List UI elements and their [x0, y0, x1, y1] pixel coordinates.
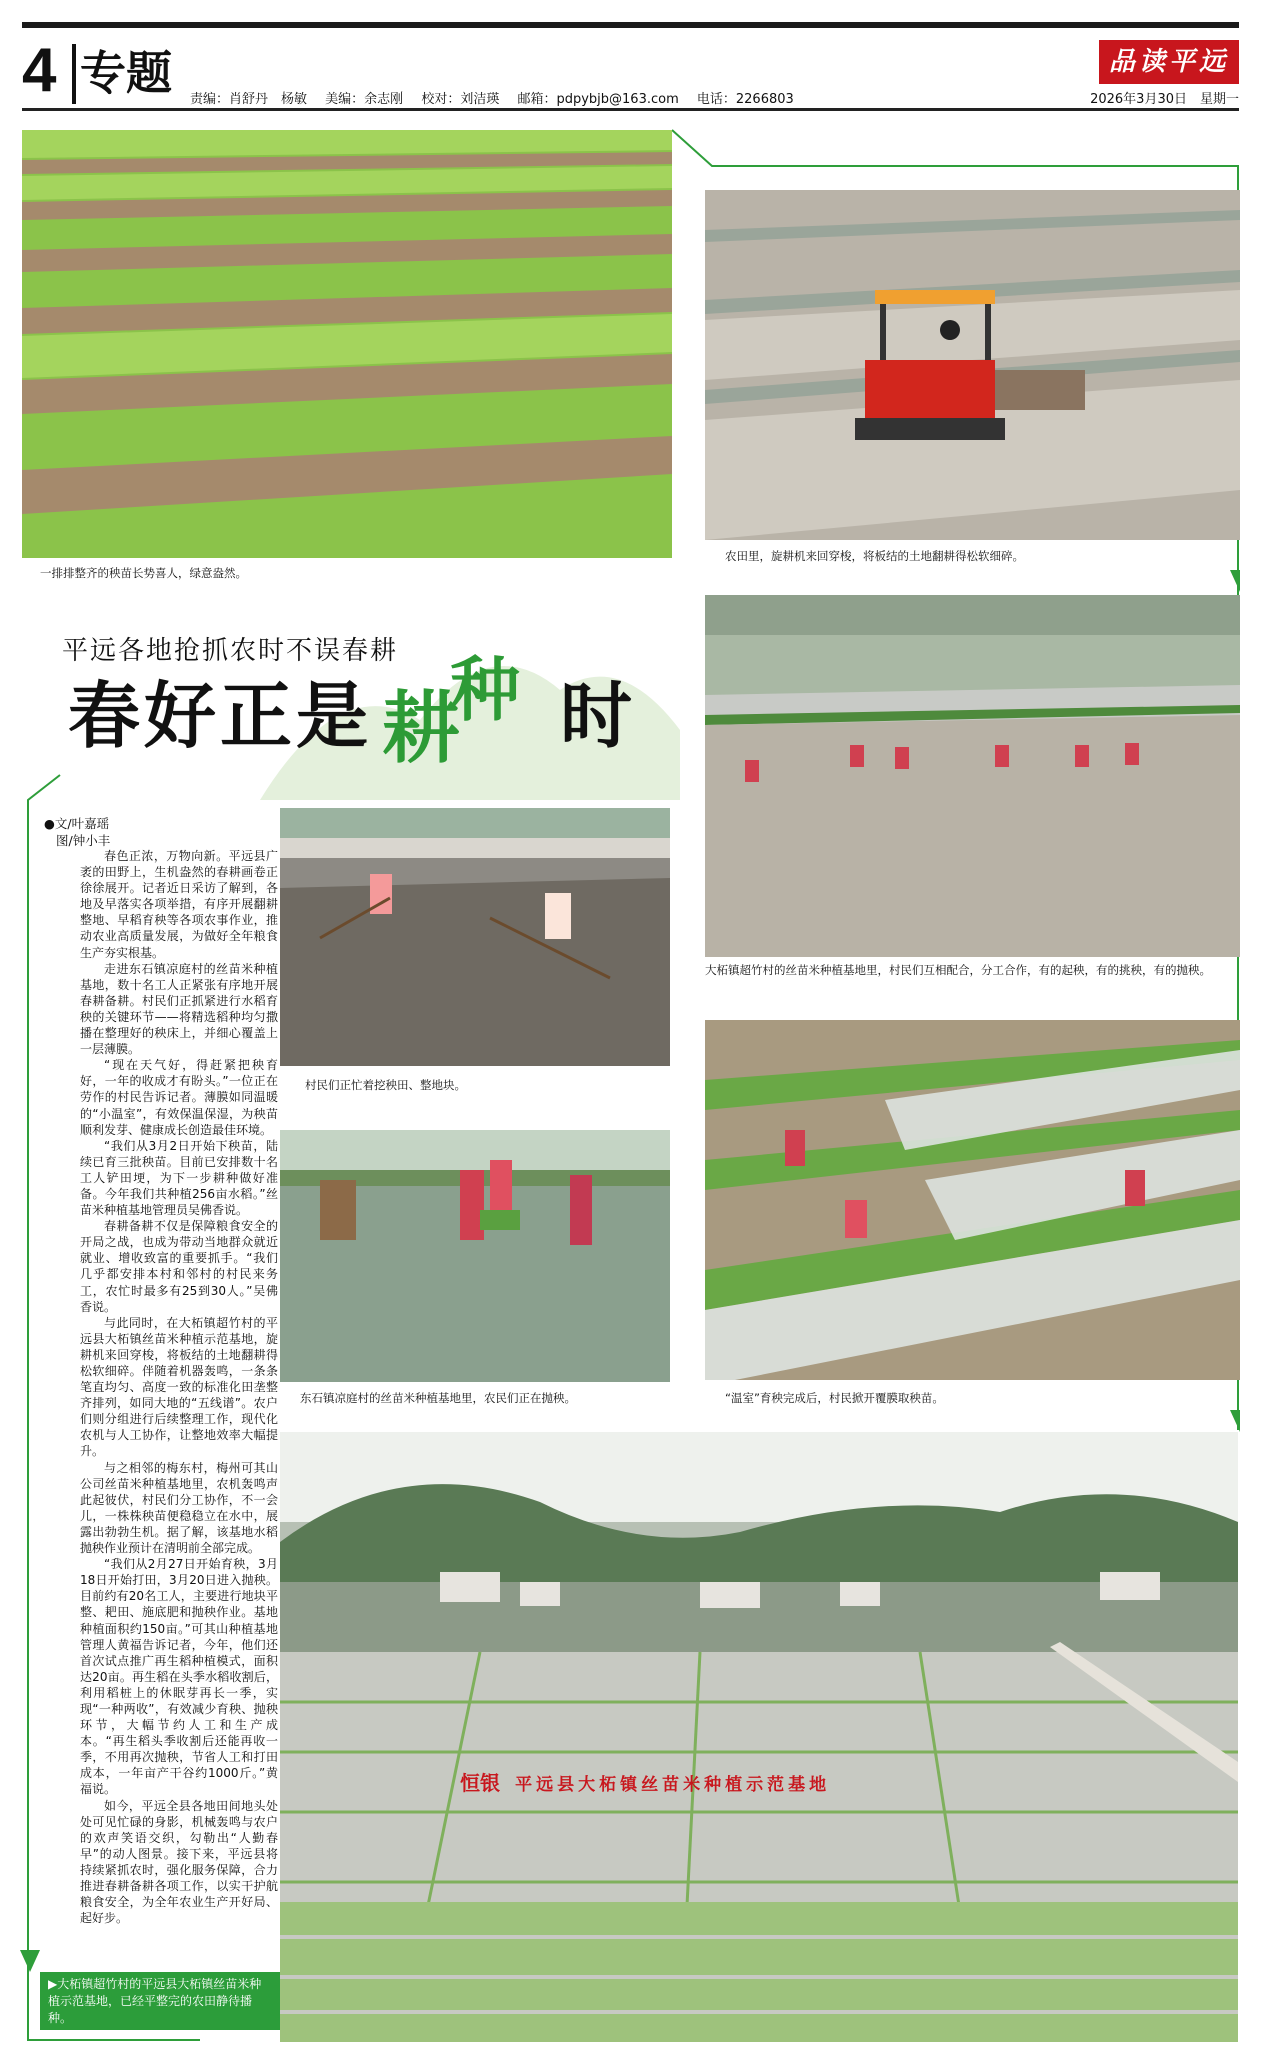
headline-geng: 耕	[382, 683, 461, 774]
body-paragraph: 如今，平远全县各地田间地头处处可见忙碌的身影，机械轰鸣与农户的欢声笑语交织，勾勒出“人勤春早”的动人图景。接下来，平远县将持续紧抓农时，强化服务保障，合力推进春耕备耕各项工作，以实干护航粮食安全，为全年农业生产开好局、起好步。	[80, 1798, 278, 1926]
body-paragraph: 与此同时，在大柘镇超竹村的平远县大柘镇丝苗米种植示范基地，旋耕机来回穿梭，将板结的土地翻耕得松软细碎。伴随着机器轰鸣，一条条笔直均匀、高度一致的标准化田垄整齐排列，如同大地的“五线谱”。农户们则分组进行后续整理工作，现代化农机与人工协作，让整地效率大幅提升。	[80, 1315, 278, 1459]
headline-part1: 春好正是	[68, 673, 373, 758]
caption-mid-right-1: 大柘镇超竹村的丝苗米种植基地里，村民们互相配合，分工合作，有的起秧，有的挑秧，有的抛秧。	[705, 963, 1211, 977]
article-body	[80, 848, 278, 1926]
caption-bottom: ▶大柘镇超竹村的平远县大柘镇丝苗米种植示范基地，已经平整完的农田静待播种。	[40, 1972, 280, 2030]
body-paragraph: 走进东石镇凉庭村的丝苗米种植基地，数十名工人正紧张有序地开展春耕备耕。村民们正抓紧进行水稻育秧的关键环节——将精选稻种均匀撒播在整理好的秧床上，并细心覆盖上一层薄膜。	[80, 961, 278, 1057]
editor: 责编：肖舒丹 杨敏	[190, 92, 308, 107]
headline-part2: 时	[560, 673, 633, 758]
byline-author: ●文/叶嘉瑶	[44, 816, 110, 831]
byline-photographer: 图/钟小丰	[56, 833, 111, 848]
photo-rotary-tiller	[705, 190, 1240, 540]
section-title: 专题	[80, 46, 172, 100]
page-number: 4	[22, 36, 57, 105]
caption-top-right: 农田里，旋耕机来回穿梭，将板结的土地翻耕得松软细碎。	[725, 549, 1024, 563]
caption-mid-right-2: “温室”育秧完成后，村民掀开覆膜取秧苗。	[725, 1391, 944, 1405]
body-paragraph: “现在天气好，得赶紧把秧育好，一年的收成才有盼头。”一位正在劳作的村民告诉记者。薄膜如同温暖的“小温室”，有效保温保湿，为秧苗顺利发芽、健康成长创造最佳环境。	[80, 1058, 278, 1137]
designer: 美编：余志刚	[325, 92, 404, 107]
phone: 电话：2266803	[696, 92, 794, 107]
photo-cooperating-farmers	[705, 595, 1240, 957]
body-paragraph: 春耕备耕不仅是保障粮食安全的开局之战，也成为带动当地群众就近就业、增收致富的重要抓手。“我们几乎都安排本村和邻村的村民来务工，农忙时最多有25到30人。”吴佛香说。	[80, 1219, 278, 1314]
issue-date: 2026年3月30日 星期一	[1090, 92, 1239, 107]
caption-top-left: 一排排整齐的秧苗长势喜人，绿意盎然。	[40, 566, 247, 580]
base-sign	[460, 1767, 830, 1796]
photo-demonstration-base-aerial	[280, 1432, 1238, 2042]
body-paragraph: 春色正浓，万物向新。平远县广袤的田野上，生机盎然的春耕画卷正徐徐展开。记者近日采访了解到，各地及早落实各项举措，有序开展翻耕整地、早稻育秧等各项农事作业，推动农业高质量发展，为做好全年粮食生产夯实根基。	[80, 849, 278, 960]
subtitle: 平远各地抢抓农时不误春耕	[62, 636, 399, 666]
email: 邮箱：pdpybjb@163.com	[517, 92, 679, 107]
photo-digging-fields	[280, 808, 670, 1066]
body-paragraph: “我们从2月27日开始育秧，3月18日开始打田，3月20日进入抛秧。目前约有20名工人，主要进行地块平整、耙田、施底肥和抛秧作业。基地种植面积约150亩。”可其山种植基地管理人黄福告诉记者，今年，他们还首次试点推广再生稻种植模式，面积达20亩。再生稻在头季水稻收割后，利用稻桩上的休眠芽再长一季，实现“一种两收”，有效减少育秧、抛秧环节，大幅节约人工和生产成本。“再生稻头季收割后还能再收一季，不用再次抛秧，节省人工和打田成本，一年亩产干谷约1000斤。”黄福说。	[80, 1557, 278, 1797]
caption-mid-left-2: 东石镇凉庭村的丝苗米种植基地里，农民们正在抛秧。	[300, 1391, 576, 1405]
headline-zhong: 种	[450, 648, 520, 731]
sign-brand: 恒银	[460, 1771, 500, 1795]
body-paragraph: “我们从3月2日开始下秧苗，陆续已育三批秧苗。目前已安排数十名工人铲田埂，为下一步耕种做好准备。今年我们共种植256亩水稻。”丝苗米种植基地管理员吴佛香说。	[80, 1138, 278, 1218]
photo-throwing-seedlings	[280, 1130, 670, 1382]
newspaper-logo: 品读平远	[1099, 40, 1239, 84]
byline	[44, 815, 110, 849]
body-paragraph: 与之相邻的梅东村，梅州可其山公司丝苗米种植基地里，农机轰鸣声此起彼伏，村民们分工协作，不一会儿，一株株秧苗便稳稳立在水中，展露出勃勃生机。据了解，该基地水稻抛秧作业预计在清明前全部完成。	[80, 1460, 278, 1556]
sign-text: 平远县大柘镇丝苗米种植示范基地	[515, 1775, 831, 1795]
photo-greenhouse-seedlings	[705, 1020, 1240, 1380]
proofreader: 校对：刘洁瑛	[421, 92, 500, 107]
photo-seedling-rows	[22, 130, 672, 558]
caption-mid-left-1: 村民们正忙着挖秧田、整地块。	[305, 1078, 466, 1092]
